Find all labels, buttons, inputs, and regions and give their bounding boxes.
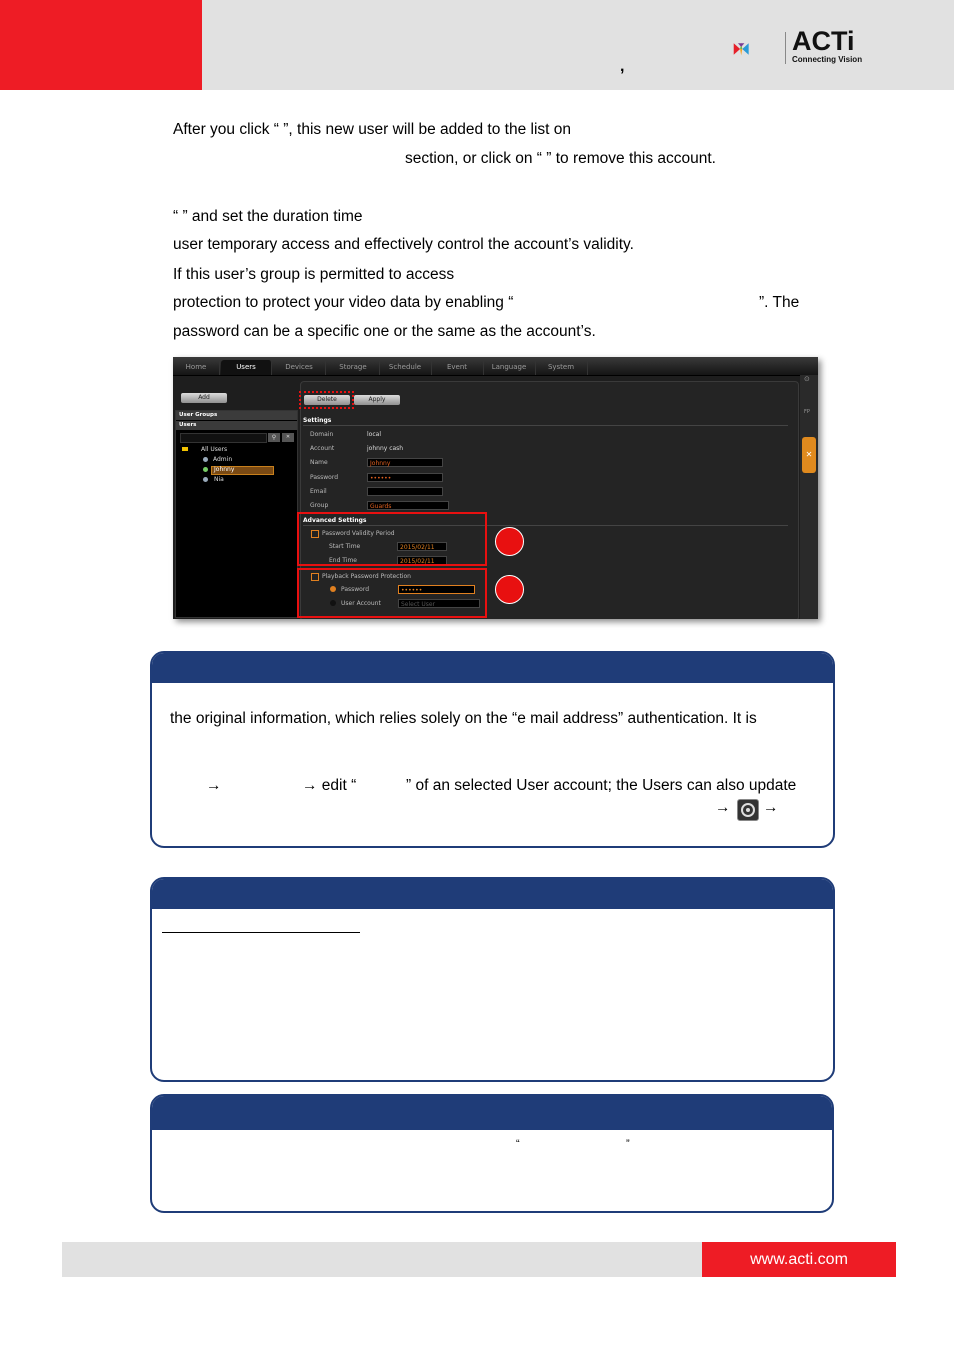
tab-home[interactable]: Home — [173, 360, 220, 375]
body-line-6a: protection to protect your video data by enabling “ — [173, 294, 514, 311]
user-account-select[interactable]: Select User — [398, 599, 480, 608]
password-label: Password — [310, 474, 339, 481]
acti-logo-icon — [733, 29, 781, 69]
tab-language[interactable]: Language — [483, 360, 536, 375]
note2-underline — [162, 932, 360, 933]
user-icon — [203, 467, 208, 472]
name-label: Name — [310, 459, 328, 466]
account-label: Account — [310, 445, 335, 452]
note-box-1 — [150, 651, 835, 848]
logo-brand: ACTi — [792, 26, 855, 56]
name-field[interactable]: Johnny — [367, 458, 443, 467]
user-account-option-label: User Account — [341, 600, 381, 607]
callout-circle-2 — [495, 575, 524, 604]
divider — [303, 425, 788, 426]
note3-quote-open: “ — [516, 1138, 520, 1150]
header-red-block — [0, 0, 202, 90]
users-header[interactable]: Users — [176, 421, 297, 430]
body-line-2: section, or click on “ ” to remove this account. — [405, 150, 716, 167]
note1-line-2c: ” of an selected User account; the Users can also update — [406, 777, 797, 794]
note3-quote-close: ” — [626, 1138, 630, 1150]
validity-label: Password Validity Period — [322, 530, 395, 537]
tab-event[interactable]: Event — [431, 360, 484, 375]
group-label: Group — [310, 502, 329, 509]
tab-storage[interactable]: Storage — [327, 360, 380, 375]
body-line-5: If this user’s group is permitted to access — [173, 266, 455, 283]
user-settings-screenshot — [173, 357, 818, 619]
start-time-field[interactable]: 2015/02/11 — [397, 542, 447, 551]
start-time-label: Start Time — [329, 543, 361, 550]
settings-title: Settings — [303, 417, 332, 424]
note1-arrow-2: → — [715, 799, 731, 816]
advanced-settings-title: Advanced Settings — [303, 517, 367, 524]
gear-icon — [738, 800, 758, 820]
password-field[interactable]: •••••• — [367, 473, 443, 482]
password-option-label: Password — [341, 586, 370, 593]
note-box-2 — [150, 877, 835, 1082]
folder-icon — [182, 447, 188, 451]
account-value: johnny cash — [367, 445, 404, 452]
note1-line-2b: → edit “ — [302, 777, 357, 794]
search-icon[interactable]: ⚲ — [268, 433, 280, 442]
domain-label: Domain — [310, 431, 334, 438]
tree-user-johnny[interactable]: Johnny — [214, 466, 235, 473]
email-label: Email — [310, 488, 327, 495]
delete-button[interactable]: Delete — [304, 395, 350, 405]
footer-url-link[interactable]: www.acti.com — [702, 1242, 896, 1277]
playback-password-field[interactable]: •••••• — [398, 585, 475, 594]
tree-user-admin[interactable]: Admin — [213, 456, 233, 463]
user-icon — [203, 457, 208, 462]
settings-gear-icon — [737, 799, 759, 821]
domain-value: local — [367, 431, 381, 438]
body-line-6b: ”. The — [759, 294, 800, 311]
apply-button[interactable]: Apply — [354, 395, 400, 405]
tab-users[interactable]: Users — [221, 360, 272, 375]
tree-root-all-users[interactable]: All Users — [201, 446, 228, 453]
note-box-3-header — [152, 1096, 832, 1130]
user-list-panel — [175, 410, 298, 618]
tree-user-nia[interactable]: Nia — [214, 476, 224, 483]
callout-circle-1 — [495, 527, 524, 556]
end-time-field[interactable]: 2015/02/11 — [397, 556, 447, 565]
body-line-3: “ ” and set the duration time — [173, 208, 363, 225]
tab-devices[interactable]: Devices — [273, 360, 326, 375]
delete-highlight — [299, 391, 354, 409]
side-tab-1[interactable]: ⊙ — [804, 375, 810, 383]
email-field[interactable] — [367, 487, 443, 496]
user-search-input[interactable] — [180, 433, 267, 443]
end-time-label: End Time — [329, 557, 357, 564]
note-box-1-header — [152, 653, 833, 683]
note1-arrow-1: → — [206, 777, 222, 794]
group-select[interactable]: Guards — [367, 501, 449, 510]
body-line-7: password can be a specific one or the same as the account’s. — [173, 323, 596, 340]
tab-system[interactable]: System — [535, 360, 588, 375]
add-button[interactable]: Add — [181, 393, 227, 403]
header-apostrophe: , — [620, 58, 625, 75]
note1-arrow-3: → — [763, 799, 779, 816]
logo-tagline: Connecting Vision — [792, 55, 863, 64]
note1-line-1: the original information, which relies solely on the “e mail address” authentication. It is — [170, 710, 757, 727]
note-box-2-header — [152, 879, 833, 909]
tools-icon[interactable]: ✕ — [802, 437, 816, 473]
playback-label: Playback Password Protection — [322, 573, 411, 580]
tab-schedule[interactable]: Schedule — [379, 360, 432, 375]
body-line-1: After you click “ ”, this new user will be added to the list on — [173, 121, 572, 138]
note-box-3 — [150, 1094, 834, 1213]
side-tab-2[interactable]: FP — [804, 409, 810, 415]
logo-separator — [785, 32, 786, 64]
user-groups-header[interactable]: User Groups — [176, 411, 297, 420]
body-line-4: user temporary access and effectively control the account’s validity. — [173, 236, 634, 253]
top-nav — [173, 357, 818, 376]
advanced-highlight-box-2 — [297, 568, 487, 618]
advanced-highlight-box-1 — [297, 512, 487, 566]
clear-search-icon[interactable]: ✕ — [282, 433, 294, 442]
user-icon — [203, 477, 208, 482]
right-side-strip — [800, 375, 818, 619]
